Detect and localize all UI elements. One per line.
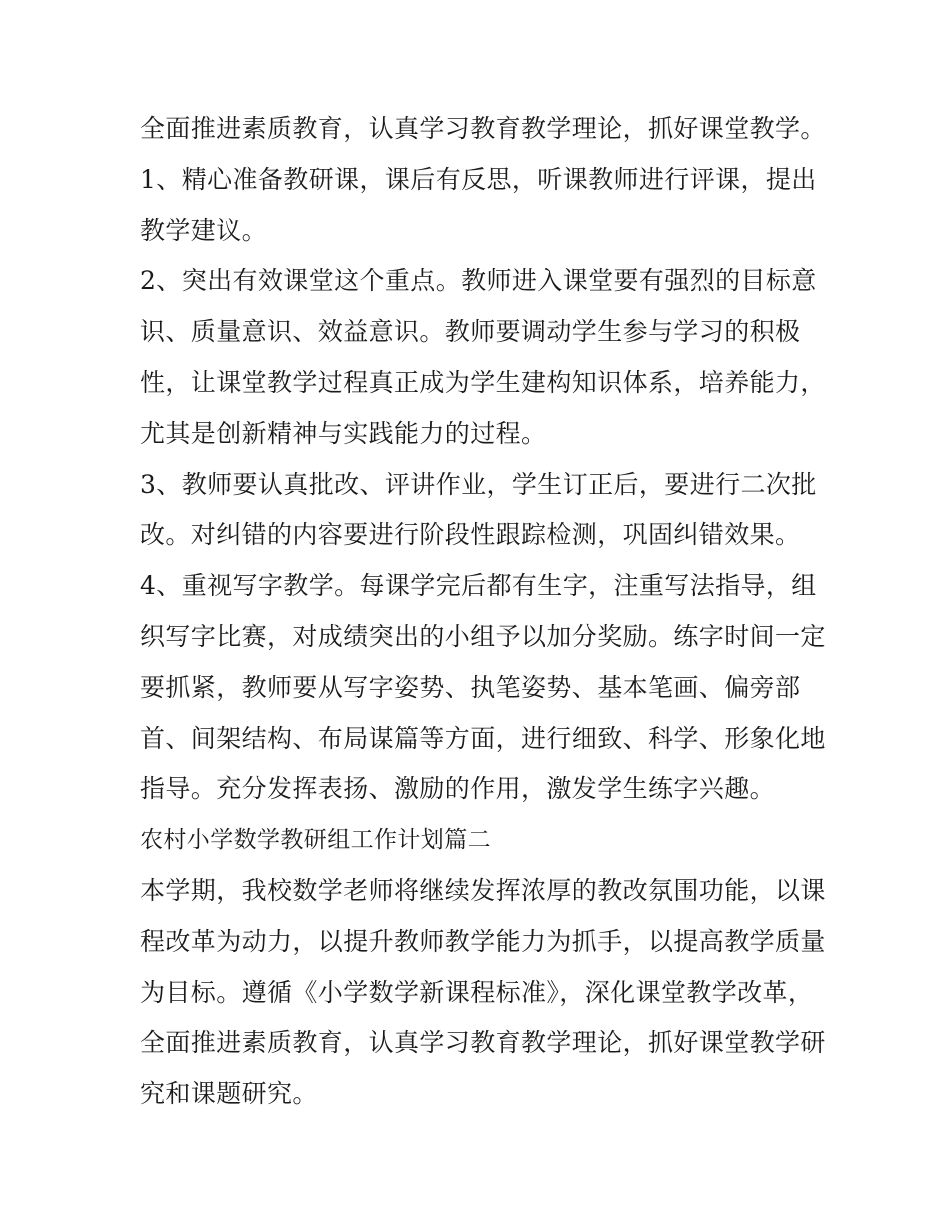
text-line: 尤其是创新精神与实践能力的过程。 [140,418,547,448]
text-line: 2、突出有效课堂这个重点。教师进入课堂要有强烈的目标意 [140,266,817,296]
text-line: 识、质量意识、效益意识。教师要调动学生参与学习的积极 [140,317,801,347]
text-line: 3、教师要认真批改、评讲作业，学生订正后，要进行二次批 [140,469,817,499]
text-line: 改。对纠错的内容要进行阶段性跟踪检测，巩固纠错效果。 [140,520,801,550]
text-line: 4、重视写字教学。每课学完后都有生字，注重写法指导，组 [140,571,817,601]
section-heading: 农村小学数学教研组工作计划篇二 [140,827,491,854]
text-line: 程改革为动力，以提升教师教学能力为抓手，以提高教学质量 [140,926,826,956]
text-line: 1、精心准备教研课，课后有反思，听课教师进行评课，提出 [140,164,817,194]
text-line: 性，让课堂教学过程真正成为学生建构知识体系，培养能力， [140,367,826,397]
text-line: 首、间架结构、布局谋篇等方面，进行细致、科学、形象化地 [140,723,826,753]
text-line: 要抓紧，教师要从写字姿势、执笔姿势、基本笔画、偏旁部 [140,672,801,702]
text-line: 教学建议。 [140,215,268,245]
text-line: 为目标。遵循《小学数学新课程标准》，深化课堂教学改革， [140,977,814,1007]
text-line: 指导。充分发挥表扬、激励的作用，激发学生练字兴趣。 [140,774,776,804]
text-line: 织写字比赛，对成绩突出的小组予以加分奖励。练字时间一定 [140,621,826,651]
text-line: 全面推进素质教育，认真学习教育教学理论，抓好课堂教学研 [140,1028,826,1058]
text-line: 究和课题研究。 [140,1079,318,1109]
text-line: 本学期，我校数学老师将继续发挥浓厚的教改氛围功能，以课 [140,875,826,905]
text-line: 全面推进素质教育，认真学习教育教学理论，抓好课堂教学。 [140,114,826,143]
document-body [140,104,830,1120]
